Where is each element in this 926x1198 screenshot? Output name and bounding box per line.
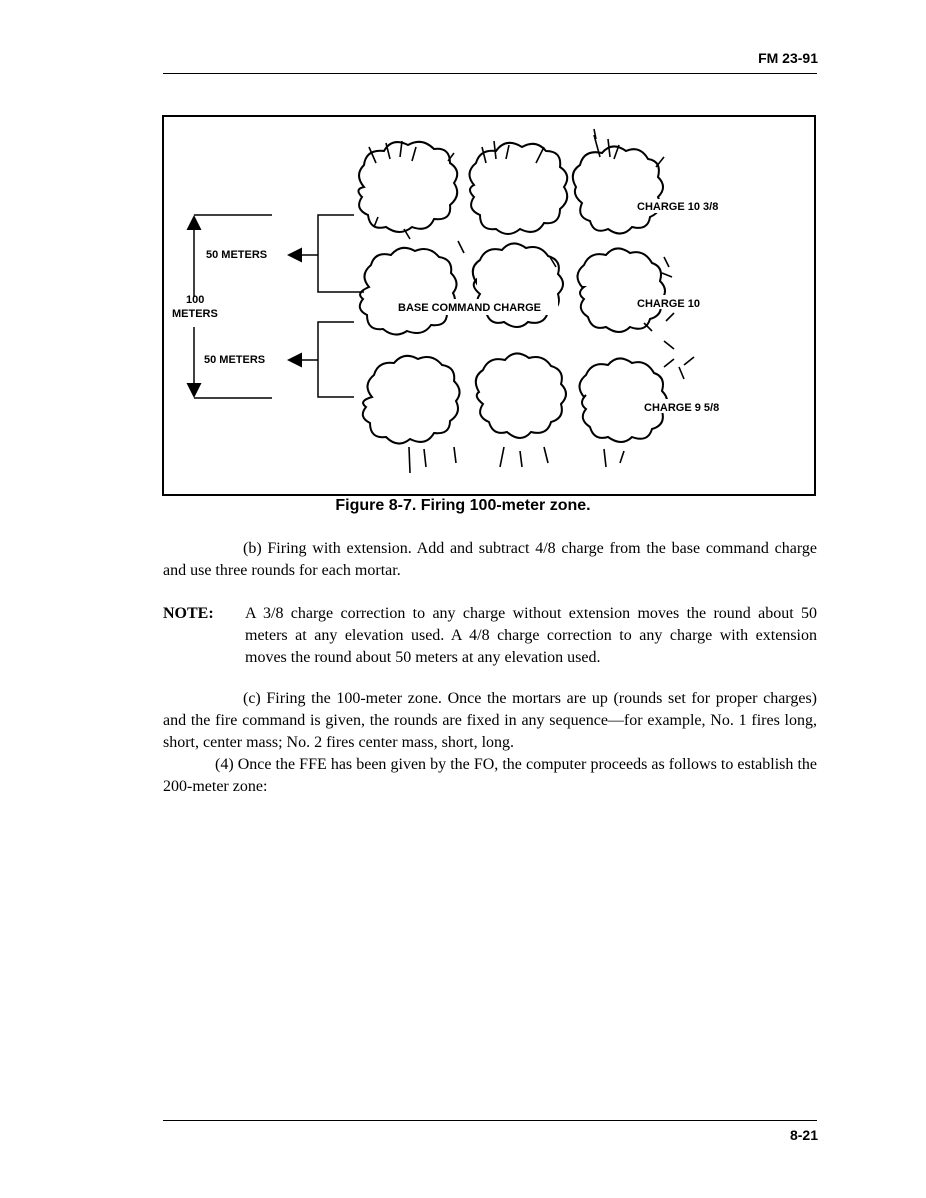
label-100-line1: 100 <box>186 294 205 306</box>
burst-cloud <box>577 248 665 332</box>
note-label: NOTE: <box>163 605 214 622</box>
paragraph-4 <box>163 754 817 798</box>
burst-cloud <box>476 353 566 438</box>
figure-caption: Figure 8-7. Firing 100-meter zone. <box>335 497 591 514</box>
burst-cloud <box>360 248 457 335</box>
burst-grid <box>358 142 667 444</box>
figure-firing-zone <box>162 115 816 496</box>
document-code: FM 23-91 <box>758 50 818 66</box>
paragraph-c-text: (c) Firing the 100-meter zone. Once the mortars are up (rounds set for proper charges) and the fire command is given, the rounds are fixed in any sequence—for example, No. 1 fires long, short, center mass; No. 2 fires center mass, short, long. <box>163 690 817 751</box>
label-charge-10: CHARGE 10 <box>637 298 700 310</box>
paragraph-b-text: (b) Firing with extension. Add and subtract 4/8 charge from the base command charge and use three rounds for each mortar. <box>163 540 817 579</box>
burst-cloud <box>573 146 663 233</box>
header-rule <box>163 73 817 74</box>
label-charge-9-5-8: CHARGE 9 5/8 <box>644 402 720 414</box>
label-100-line2: METERS <box>172 308 218 320</box>
figure-diagram <box>164 117 814 494</box>
paragraph-4-text: (4) Once the FFE has been given by the FO, the computer proceeds as follows to establish the 200-meter zone: <box>163 756 817 795</box>
paragraph-b <box>163 538 817 582</box>
page-number: 8-21 <box>789 1127 818 1143</box>
paragraph-c <box>163 688 817 754</box>
note-text: A 3/8 charge correction to any charge without extension moves the round about 50 meters at any elevation used. A 4/8 charge correction to any charge with extension moves the round about 50 meters at any elevation used. <box>245 605 817 666</box>
footer-rule <box>163 1120 817 1121</box>
label-base-command-charge: BASE COMMAND CHARGE <box>398 302 541 314</box>
label-50-meters-bottom: 50 METERS <box>204 354 266 366</box>
burst-cloud <box>363 356 460 444</box>
label-charge-10-3-8: CHARGE 10 3/8 <box>637 201 719 213</box>
label-50-meters-top: 50 METERS <box>206 249 268 261</box>
range-brackets <box>194 215 364 398</box>
